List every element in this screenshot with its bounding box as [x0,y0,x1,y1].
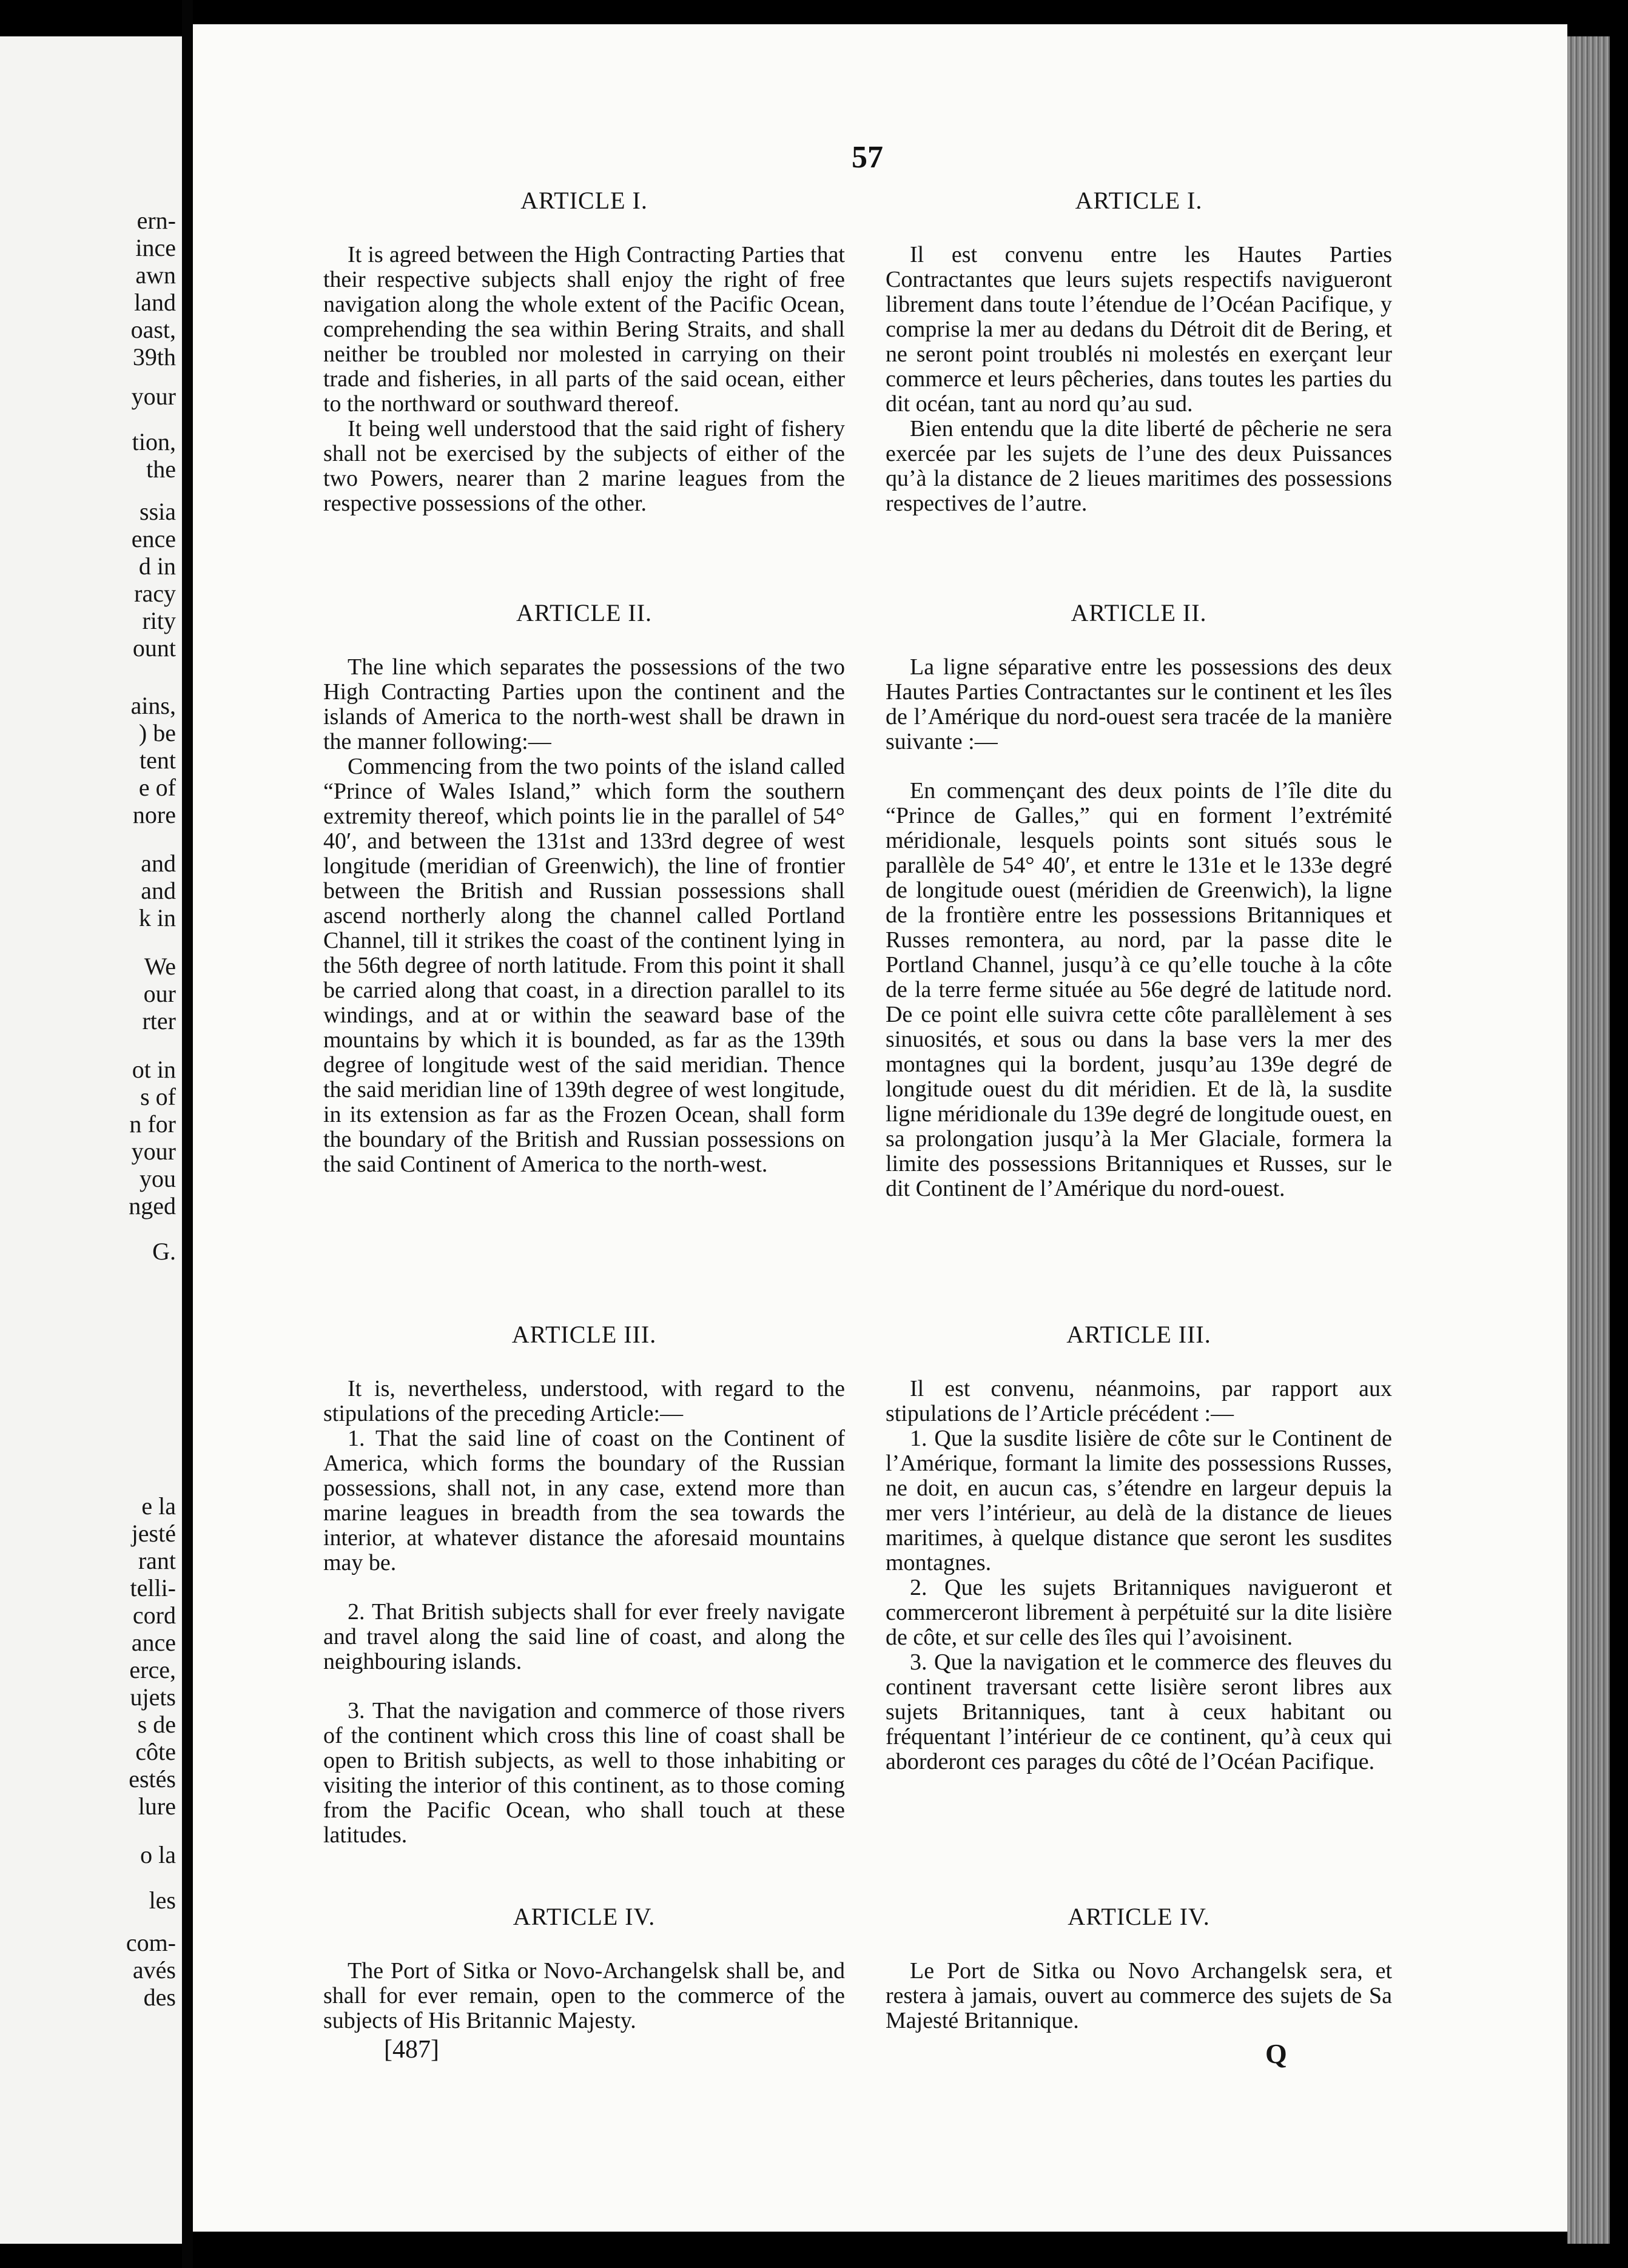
fr-article-2-para: En commençant des deux points de l’île dite du “Prince de Galles,” qui en forment l’extrémité méridionale, lesquels points sont situés sous le parallèle de 54° 40′, et entre le 131e et le 133e degré de longitude ouest (méridien de Greenwich), la ligne de la frontière entre les possessions Britanniques et Russes remontera, au nord, par la passe dite le Portland Channel, jusqu’à ce qu’elle touche à la côte de la terre ferme située au 56e degré de latitude nord. De ce point elle suivra cette côte parallèlement à ses sinuosités, et sous ou dans la base vers la mer des montagnes qui la bordent, jusqu’au 139e degré de longitude ouest du dit méridien. Et de là, la susdite ligne méridionale du 139e degré de longitude ouest, en sa prolongation jusqu’à la Mer Glaciale, formera la limite des possessions Britanniques et Russes, sur le dit Continent de l’Amérique du nord-ouest. [886,778,1392,1201]
facing-page-fragment: n for [129,1110,176,1138]
facing-page-fragment: you [140,1165,176,1192]
facing-page-margin [0,36,182,2244]
fr-article-1-para: Il est convenu entre les Hautes Parties Contractantes que leurs sujets respectifs navigueront librement dans toute l’étendue de l’Océan Pacifique, y comprise la mer au dedans du Détroit dit de Bering, et ne seront point troublés ni molestés en exerçant leur commerce et leurs pêcheries, dans toutes les parties du dit océan, tant au nord qu’au sud. [886,242,1392,417]
en-article-4-heading: ARTICLE IV. [513,1903,656,1930]
en-article-1-para: It is agreed between the High Contracting Parties that their respective subjects shall enjoy the right of free navigation along the whole extent of the Pacific Ocean, comprehending the sea within Bering Straits, and shall neither be troubled nor molested in carrying on their trade and fisheries, in all parts of the said ocean, either to the northward or southward thereof. [323,242,845,417]
fr-article-4-heading: ARTICLE IV. [1068,1903,1210,1930]
facing-page-fragment: ount [132,634,176,662]
english-column [323,182,845,2038]
facing-page-fragment: and [141,877,176,904]
facing-page-fragment: avés [132,1956,176,1984]
facing-page-fragment: s of [140,1083,176,1110]
facing-page-fragment: nore [132,801,176,828]
en-article-4-text [323,1959,845,2033]
en-article-3-para: 1. That the said line of coast on the Continent of America, which forms the boundary of the Russian possessions, shall not, in any case, extend more than marine leagues in breadth from the sea towards the interior, at whatever distance the aforesaid mountains may be. [323,1426,845,1575]
fr-article-2-para: La ligne séparative entre les possessions des deux Hautes Parties Contractantes sur le continent et les îles de l’Amérique du nord-ouest sera tracée de la manière suivante :— [886,654,1392,754]
facing-page-fragment: We [144,953,176,980]
facing-page-fragment: estés [129,1765,176,1793]
facing-page-fragment: ot in [132,1056,176,1083]
signature-mark: [487] [384,2036,439,2064]
fr-article-1-heading: ARTICLE I. [1075,187,1203,214]
en-article-2-para: The line which separates the possessions of the two High Contracting Parties upon the continent and the islands of America to the north-west shall be drawn in the manner following:— [323,654,845,754]
fr-article-4-para: Le Port de Sitka ou Novo Archangelsk sera, et restera à jamais, ouvert au commerce des sujets de Sa Majesté Britannique. [886,1958,1392,2033]
fr-article-3-para: 2. Que les sujets Britanniques navigueront et commerceront librement à perpétuité sur la dite lisière de côte, et sur celle des îles qui l’avoisinent. [886,1575,1392,1650]
facing-page-fragment: your [131,383,176,410]
facing-page-fragment: G. [152,1238,176,1265]
facing-page-fragment: tent [140,746,176,774]
facing-page-fragment: rter [142,1007,176,1035]
en-article-2-para: Commencing from the two points of the island called “Prince of Wales Island,” which form the southern extremity thereof, which points lie in the parallel of 54° 40′, and between the 131st and 133rd degree of west longitude (meridian of Greenwich), the line of frontier between the British and Russian possessions shall ascend northerly along the channel called Portland Channel, till it strikes the coast of the continent lying in the 56th degree of north latitude. From this point it shall be carried along that coast, in a direction parallel to its windings, and at or within the seaward base of the mountains by which it is bounded, as far as the 139th degree of longitude west of the said meridian. Thence the said meridian line of 139th degree of west longitude, in its extension as far as the Frozen Ocean, shall form the boundary of the British and Russian possessions on the said Continent of America to the north-west. [323,754,845,1177]
gathering-letter: Q [1265,2038,1287,2069]
facing-page-fragment: ern- [136,207,176,234]
facing-page-fragment: nged [129,1192,176,1220]
en-article-1-para: It being well understood that the said right of fishery shall not be exercised by the subjects of either of the two Powers, nearer than 2 marine leagues from the respective possessions of the other. [323,416,845,516]
facing-page-fragment: lure [138,1793,176,1820]
facing-page-fragment: our [143,980,176,1007]
fr-article-3-text [886,1377,1392,1774]
fr-article-3-heading: ARTICLE III. [1066,1321,1211,1348]
facing-page-fragment: land [134,289,176,316]
facing-page-fragment: and [141,850,176,877]
facing-page-fragment: les [149,1887,176,1914]
facing-page-fragment: erce, [129,1656,176,1683]
en-article-2-text [323,655,845,1177]
en-article-3-para: 2. That British subjects shall for ever freely navigate and travel along the said line of coast, and along the neighbouring islands. [323,1599,845,1674]
en-article-1-heading: ARTICLE I. [520,187,648,214]
facing-page-fragment: oast, [130,316,176,343]
facing-page-fragment: awn [135,261,176,289]
en-article-3-text [323,1377,845,1848]
fr-article-2-text [886,655,1392,1201]
facing-page-fragment: o la [140,1841,176,1868]
facing-page-fragment: ence [131,525,176,552]
facing-page-fragment: the [146,455,176,483]
book-gutter [182,0,193,2268]
facing-page-fragment: ains, [130,692,176,719]
facing-page-fragment: des [143,1984,176,2011]
en-article-1-text [323,243,845,516]
facing-page-fragment: rity [142,607,176,634]
facing-page-fragment: ssia [140,498,176,525]
en-article-3-para: 3. That the navigation and commerce of those rivers of the continent which cross this line of coast shall be open to British subjects, as well to those inhabiting or visiting the interior of this continent, as to those coming from the Pacific Ocean, who shall touch at these latitudes. [323,1698,845,1848]
fr-article-1-text [886,243,1392,516]
fr-article-2-heading: ARTICLE II. [1071,599,1207,626]
page-number: 57 [852,140,883,175]
fr-article-3-para: 3. Que la navigation et le commerce des fleuves du continent traversant cette lisière seront libres aux sujets Britanniques, tant à ceux habitant ou fréquentant l’intérieur de ce continent, qu’à ceux qui aborderont ces parages du côté de l’Océan Pacifique. [886,1649,1392,1774]
facing-page-fragment: d in [138,552,176,580]
facing-page-fragment: telli- [130,1574,176,1602]
page-edge-stack [1567,36,1610,2244]
french-column [886,182,1392,2038]
fr-article-4-text [886,1959,1392,2033]
facing-page-fragment: rant [138,1547,176,1574]
facing-page-fragment: ) be [138,719,176,746]
en-article-4-para: The Port of Sitka or Novo-Archangelsk shall be, and shall for ever remain, open to the commerce of the subjects of His Britannic Majesty. [323,1958,845,2033]
fr-article-3-para: 1. Que la susdite lisière de côte sur le Continent de l’Amérique, formant la limite des possessions Russes, ne doit, en aucun cas, s’étendre en largeur depuis la mer vers l’intérieur, au delà de la distance de lieues maritimes, à quelque distance que seront les susdites montagnes. [886,1426,1392,1575]
facing-page-fragment: ujets [130,1683,176,1711]
facing-page-fragment: ince [135,234,176,261]
en-article-2-heading: ARTICLE II. [516,599,653,626]
facing-page-fragment: tion, [132,428,176,455]
facing-page-fragment: e la [141,1492,176,1520]
facing-page-fragment: your [131,1138,176,1165]
facing-page-fragment: e of [138,774,176,801]
facing-page-fragment: 39th [132,343,176,371]
facing-page-fragment: ance [131,1629,176,1656]
facing-page-fragment: racy [134,580,176,607]
facing-page-fragment: s de [137,1711,176,1738]
fr-article-3-para: Il est convenu, néanmoins, par rapport aux stipulations de l’Article précédent :— [886,1376,1392,1426]
facing-page-fragment: cord [132,1602,176,1629]
en-article-3-heading: ARTICLE III. [511,1321,657,1348]
facing-page-fragment: côte [135,1738,176,1765]
en-article-3-para: It is, nevertheless, understood, with regard to the stipulations of the preceding Article:— [323,1376,845,1426]
facing-page-fragment: jesté [131,1520,176,1547]
facing-page-fragment: k in [138,904,176,931]
facing-page-fragment: com- [126,1929,176,1956]
fr-article-1-para: Bien entendu que la dite liberté de pêcherie ne sera exercée par les sujets de l’une des deux Puissances qu’à la distance de 2 lieues maritimes des possessions respectives de l’autre. [886,416,1392,516]
